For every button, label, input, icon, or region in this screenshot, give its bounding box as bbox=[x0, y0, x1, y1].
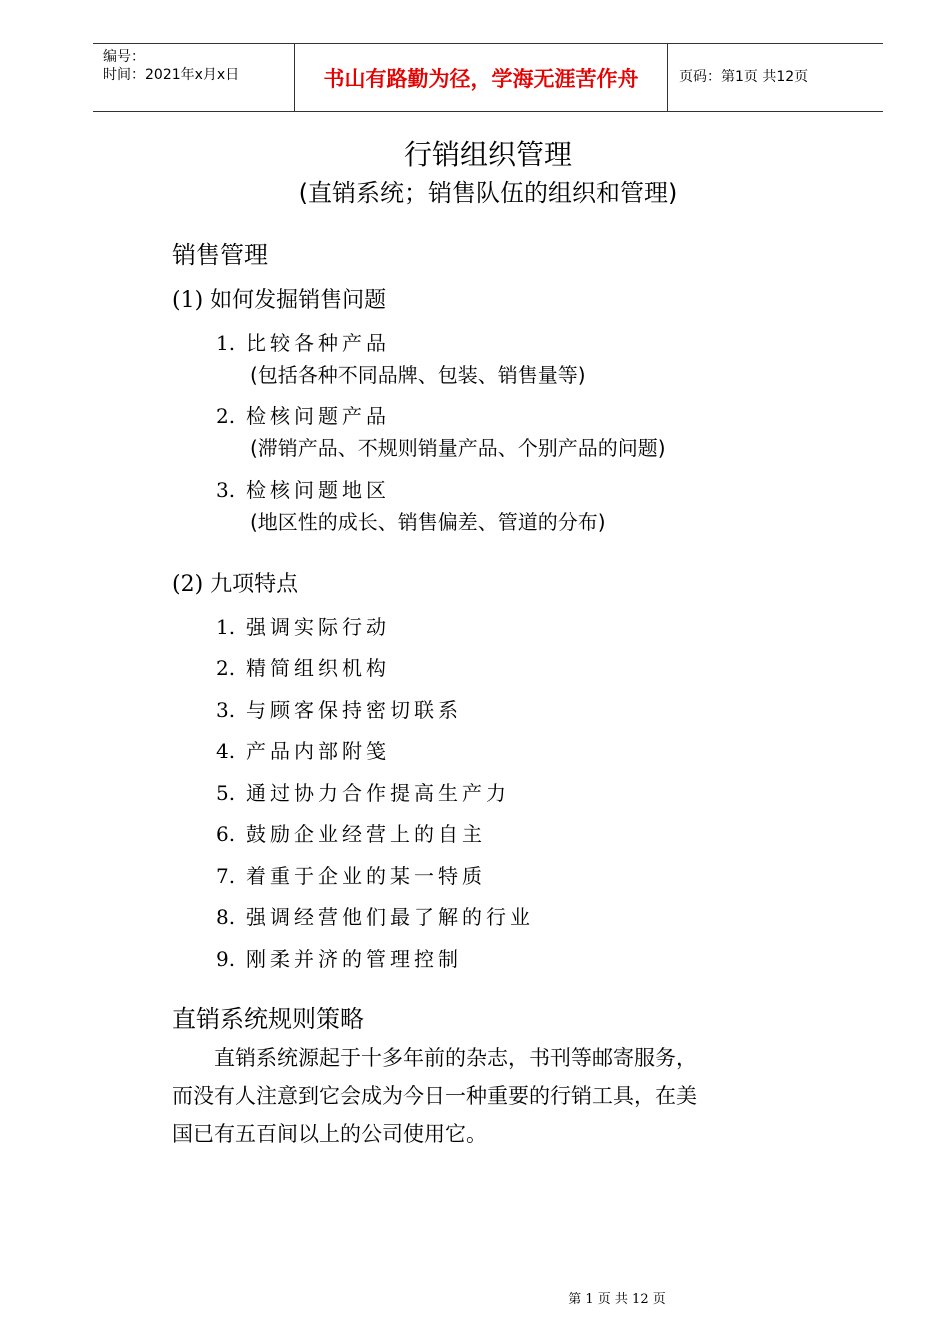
list-item-text: 产品内部附笺 bbox=[246, 739, 390, 763]
list-item bbox=[216, 738, 390, 764]
list-item-number: 6. bbox=[216, 822, 236, 846]
page-info: 页码：第1页 共12页 bbox=[679, 69, 809, 85]
list-item-number: 2. bbox=[216, 404, 236, 428]
list-item-number: 2. bbox=[216, 656, 236, 680]
document-header bbox=[93, 43, 883, 112]
part1-title: 如何发掘销售问题 bbox=[210, 288, 387, 313]
list-item-note: (地区性的成长、销售偏差、管道的分布) bbox=[250, 510, 606, 534]
list-item bbox=[216, 863, 486, 889]
list-item-text: 刚柔并济的管理控制 bbox=[246, 947, 462, 971]
list-item-number: 3. bbox=[216, 478, 236, 502]
part2-title: 九项特点 bbox=[210, 572, 299, 597]
list-item-text: 强调实际行动 bbox=[246, 615, 390, 639]
list-item-number: 4. bbox=[216, 739, 236, 763]
section-heading-sales-management: 销售管理 bbox=[172, 241, 268, 269]
list-item-number: 1. bbox=[216, 331, 236, 355]
list-item bbox=[216, 697, 462, 723]
list-item-text: 着重于企业的某一特质 bbox=[246, 864, 486, 888]
list-item-text: 通过协力合作提高生产力 bbox=[246, 781, 510, 805]
list-item bbox=[216, 946, 462, 972]
list-item-text: 检核问题产品 bbox=[246, 404, 390, 428]
part2-heading bbox=[172, 571, 298, 599]
page-footer: 第 1 页 共 12 页 bbox=[568, 1292, 666, 1307]
list-item-text: 鼓励企业经营上的自主 bbox=[246, 822, 486, 846]
list-item-number: 7. bbox=[216, 864, 236, 888]
part2-number: (2) bbox=[172, 572, 204, 597]
document-title: 行销组织管理 bbox=[403, 138, 572, 171]
number-label: 编号： bbox=[103, 49, 145, 65]
header-page-cell bbox=[667, 44, 883, 111]
header-motto-cell bbox=[294, 44, 668, 111]
list-item-number: 8. bbox=[216, 905, 236, 929]
list-item-text: 强调经营他们最了解的行业 bbox=[246, 905, 534, 929]
list-item-text: 检核问题地区 bbox=[246, 478, 390, 502]
part1-heading bbox=[172, 287, 386, 315]
paragraph-line: 国已有五百间以上的公司使用它。 bbox=[172, 1122, 487, 1146]
list-item-number: 9. bbox=[216, 947, 236, 971]
list-item bbox=[216, 780, 510, 806]
paragraph-line: 直销系统源起于十多年前的杂志，书刊等邮寄服务， bbox=[172, 1046, 697, 1070]
list-item-number: 5. bbox=[216, 781, 236, 805]
body-paragraph bbox=[172, 1039, 752, 1153]
time-label: 时间：2021年x月x日 bbox=[103, 67, 240, 83]
list-item bbox=[216, 821, 486, 847]
list-item bbox=[216, 904, 534, 930]
list-item bbox=[216, 330, 390, 356]
document-subtitle: (直销系统；销售队伍的组织和管理) bbox=[298, 179, 678, 207]
part1-number: (1) bbox=[172, 288, 204, 313]
list-item bbox=[216, 614, 390, 640]
list-item-text: 与顾客保持密切联系 bbox=[246, 698, 462, 722]
list-item-text: 精简组织机构 bbox=[246, 656, 390, 680]
list-item-text: 比较各种产品 bbox=[246, 331, 390, 355]
list-item bbox=[216, 477, 390, 503]
list-item-note: (滞销产品、不规则销量产品、个别产品的问题) bbox=[250, 436, 666, 460]
list-item-note: (包括各种不同品牌、包装、销售量等) bbox=[250, 363, 586, 387]
list-item bbox=[216, 403, 390, 429]
list-item-number: 1. bbox=[216, 615, 236, 639]
list-item bbox=[216, 655, 390, 681]
list-item-number: 3. bbox=[216, 698, 236, 722]
header-meta-cell bbox=[93, 44, 294, 111]
motto-text: 书山有路勤为径，学海无涯苦作舟 bbox=[323, 66, 639, 91]
paragraph-line: 而没有人注意到它会成为今日一种重要的行销工具，在美 bbox=[172, 1084, 697, 1108]
section-heading-direct-sales: 直销系统规则策略 bbox=[172, 1005, 364, 1033]
